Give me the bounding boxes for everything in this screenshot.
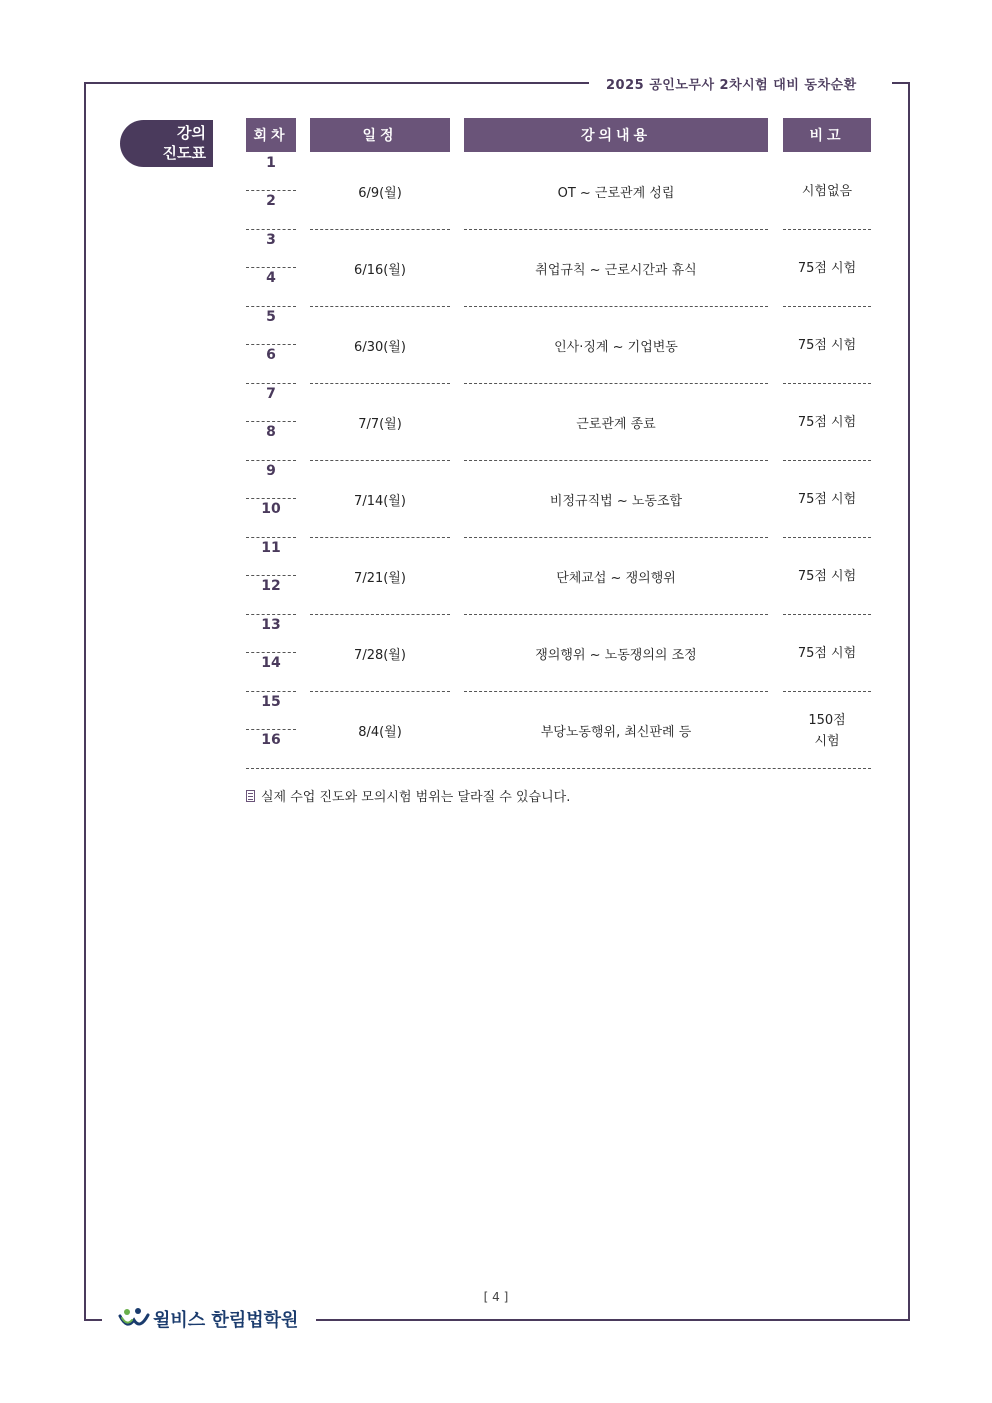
frame-left-line	[84, 82, 86, 1319]
session-number: 3	[266, 232, 276, 248]
document-icon	[246, 790, 255, 802]
table-row	[246, 615, 871, 692]
frame-bottom-right-line	[316, 1319, 910, 1321]
header-title: 2025 공인노무사 2차시험 대비 동차순환	[606, 78, 857, 93]
session-number: 9	[266, 463, 276, 479]
table-row	[246, 153, 871, 230]
row-divider	[246, 498, 296, 499]
badge-line1: 강의	[177, 124, 206, 142]
session-number: 6	[266, 347, 276, 363]
remark: 75점 시험	[797, 492, 857, 507]
remark	[783, 692, 871, 769]
schedule-date: 7/14(월)	[354, 494, 406, 509]
schedule-date: 7/28(월)	[354, 648, 406, 663]
lecture-content: 근로관계 종료	[576, 417, 656, 432]
remark: 75점 시험	[797, 569, 857, 584]
row-divider	[246, 652, 296, 653]
session-number: 11	[261, 540, 281, 556]
session-number: 7	[266, 386, 276, 402]
session-number: 1	[266, 155, 276, 171]
lecture-content: 부당노동행위, 최신판례 등	[540, 725, 692, 740]
row-divider	[246, 575, 296, 576]
schedule-date: 8/4(월)	[358, 725, 402, 740]
frame-right-line	[908, 82, 910, 1319]
session-number: 15	[261, 694, 281, 710]
session-number: 4	[266, 270, 276, 286]
session-number: 12	[261, 578, 281, 594]
remark: 시험없음	[801, 184, 853, 199]
remark: 75점 시험	[797, 415, 857, 430]
footnote-text: 실제 수업 진도와 모의시험 범위는 달라질 수 있습니다.	[261, 790, 571, 805]
row-divider	[246, 267, 296, 268]
session-number: 8	[266, 424, 276, 440]
row-divider	[246, 729, 296, 730]
lecture-content: 취업규칙 ~ 근로시간과 휴식	[535, 263, 697, 278]
frame-bottom-left-line	[84, 1319, 102, 1321]
remark-line1: 150점	[808, 712, 846, 728]
table-row	[246, 384, 871, 461]
session-number: 14	[261, 655, 281, 671]
table-row	[246, 461, 871, 538]
session-number: 10	[261, 501, 281, 517]
remark: 75점 시험	[797, 261, 857, 276]
row-divider	[246, 421, 296, 422]
lecture-content: 쟁의행위 ~ 노동쟁의의 조정	[535, 648, 697, 663]
session-number: 5	[266, 309, 276, 325]
table-row	[246, 230, 871, 307]
header-cell-content: 강의내용	[464, 118, 768, 152]
schedule-date: 7/21(월)	[354, 571, 406, 586]
session-number: 13	[261, 617, 281, 633]
remark-line2: 시험	[814, 733, 840, 749]
header-cell-note: 비고	[783, 118, 871, 152]
lecture-content: OT ~ 근로관계 성립	[557, 186, 675, 201]
frame-top-line	[84, 82, 589, 84]
table-row	[246, 307, 871, 384]
schedule-date: 6/16(월)	[354, 263, 406, 278]
header-cell-no: 회차	[246, 118, 296, 152]
schedule-date: 6/9(월)	[358, 186, 402, 201]
schedule-date: 7/7(월)	[358, 417, 402, 432]
row-divider	[246, 190, 296, 191]
session-number: 16	[261, 732, 281, 748]
row-divider	[246, 344, 296, 345]
header-cell-date: 일정	[310, 118, 450, 152]
section-badge	[120, 120, 213, 167]
session-number: 2	[266, 193, 276, 209]
logo-text: 윌비스 한림법학원	[153, 1310, 299, 1331]
remark: 75점 시험	[797, 646, 857, 661]
publisher-logo	[118, 1306, 298, 1332]
lecture-content: 비정규직법 ~ 노동조합	[549, 494, 683, 509]
page-number: [ 4 ]	[483, 1290, 509, 1304]
table-row	[246, 538, 871, 615]
lecture-content: 인사·징계 ~ 기업변동	[554, 340, 678, 355]
table-bottom-divider	[246, 768, 871, 769]
schedule-date: 6/30(월)	[354, 340, 406, 355]
remark: 75점 시험	[797, 338, 857, 353]
lecture-content: 단체교섭 ~ 쟁의행위	[556, 571, 676, 586]
table-row	[246, 692, 871, 769]
logo-mark-icon	[118, 1306, 150, 1332]
footnote	[246, 786, 570, 805]
badge-line2: 진도표	[162, 144, 206, 162]
